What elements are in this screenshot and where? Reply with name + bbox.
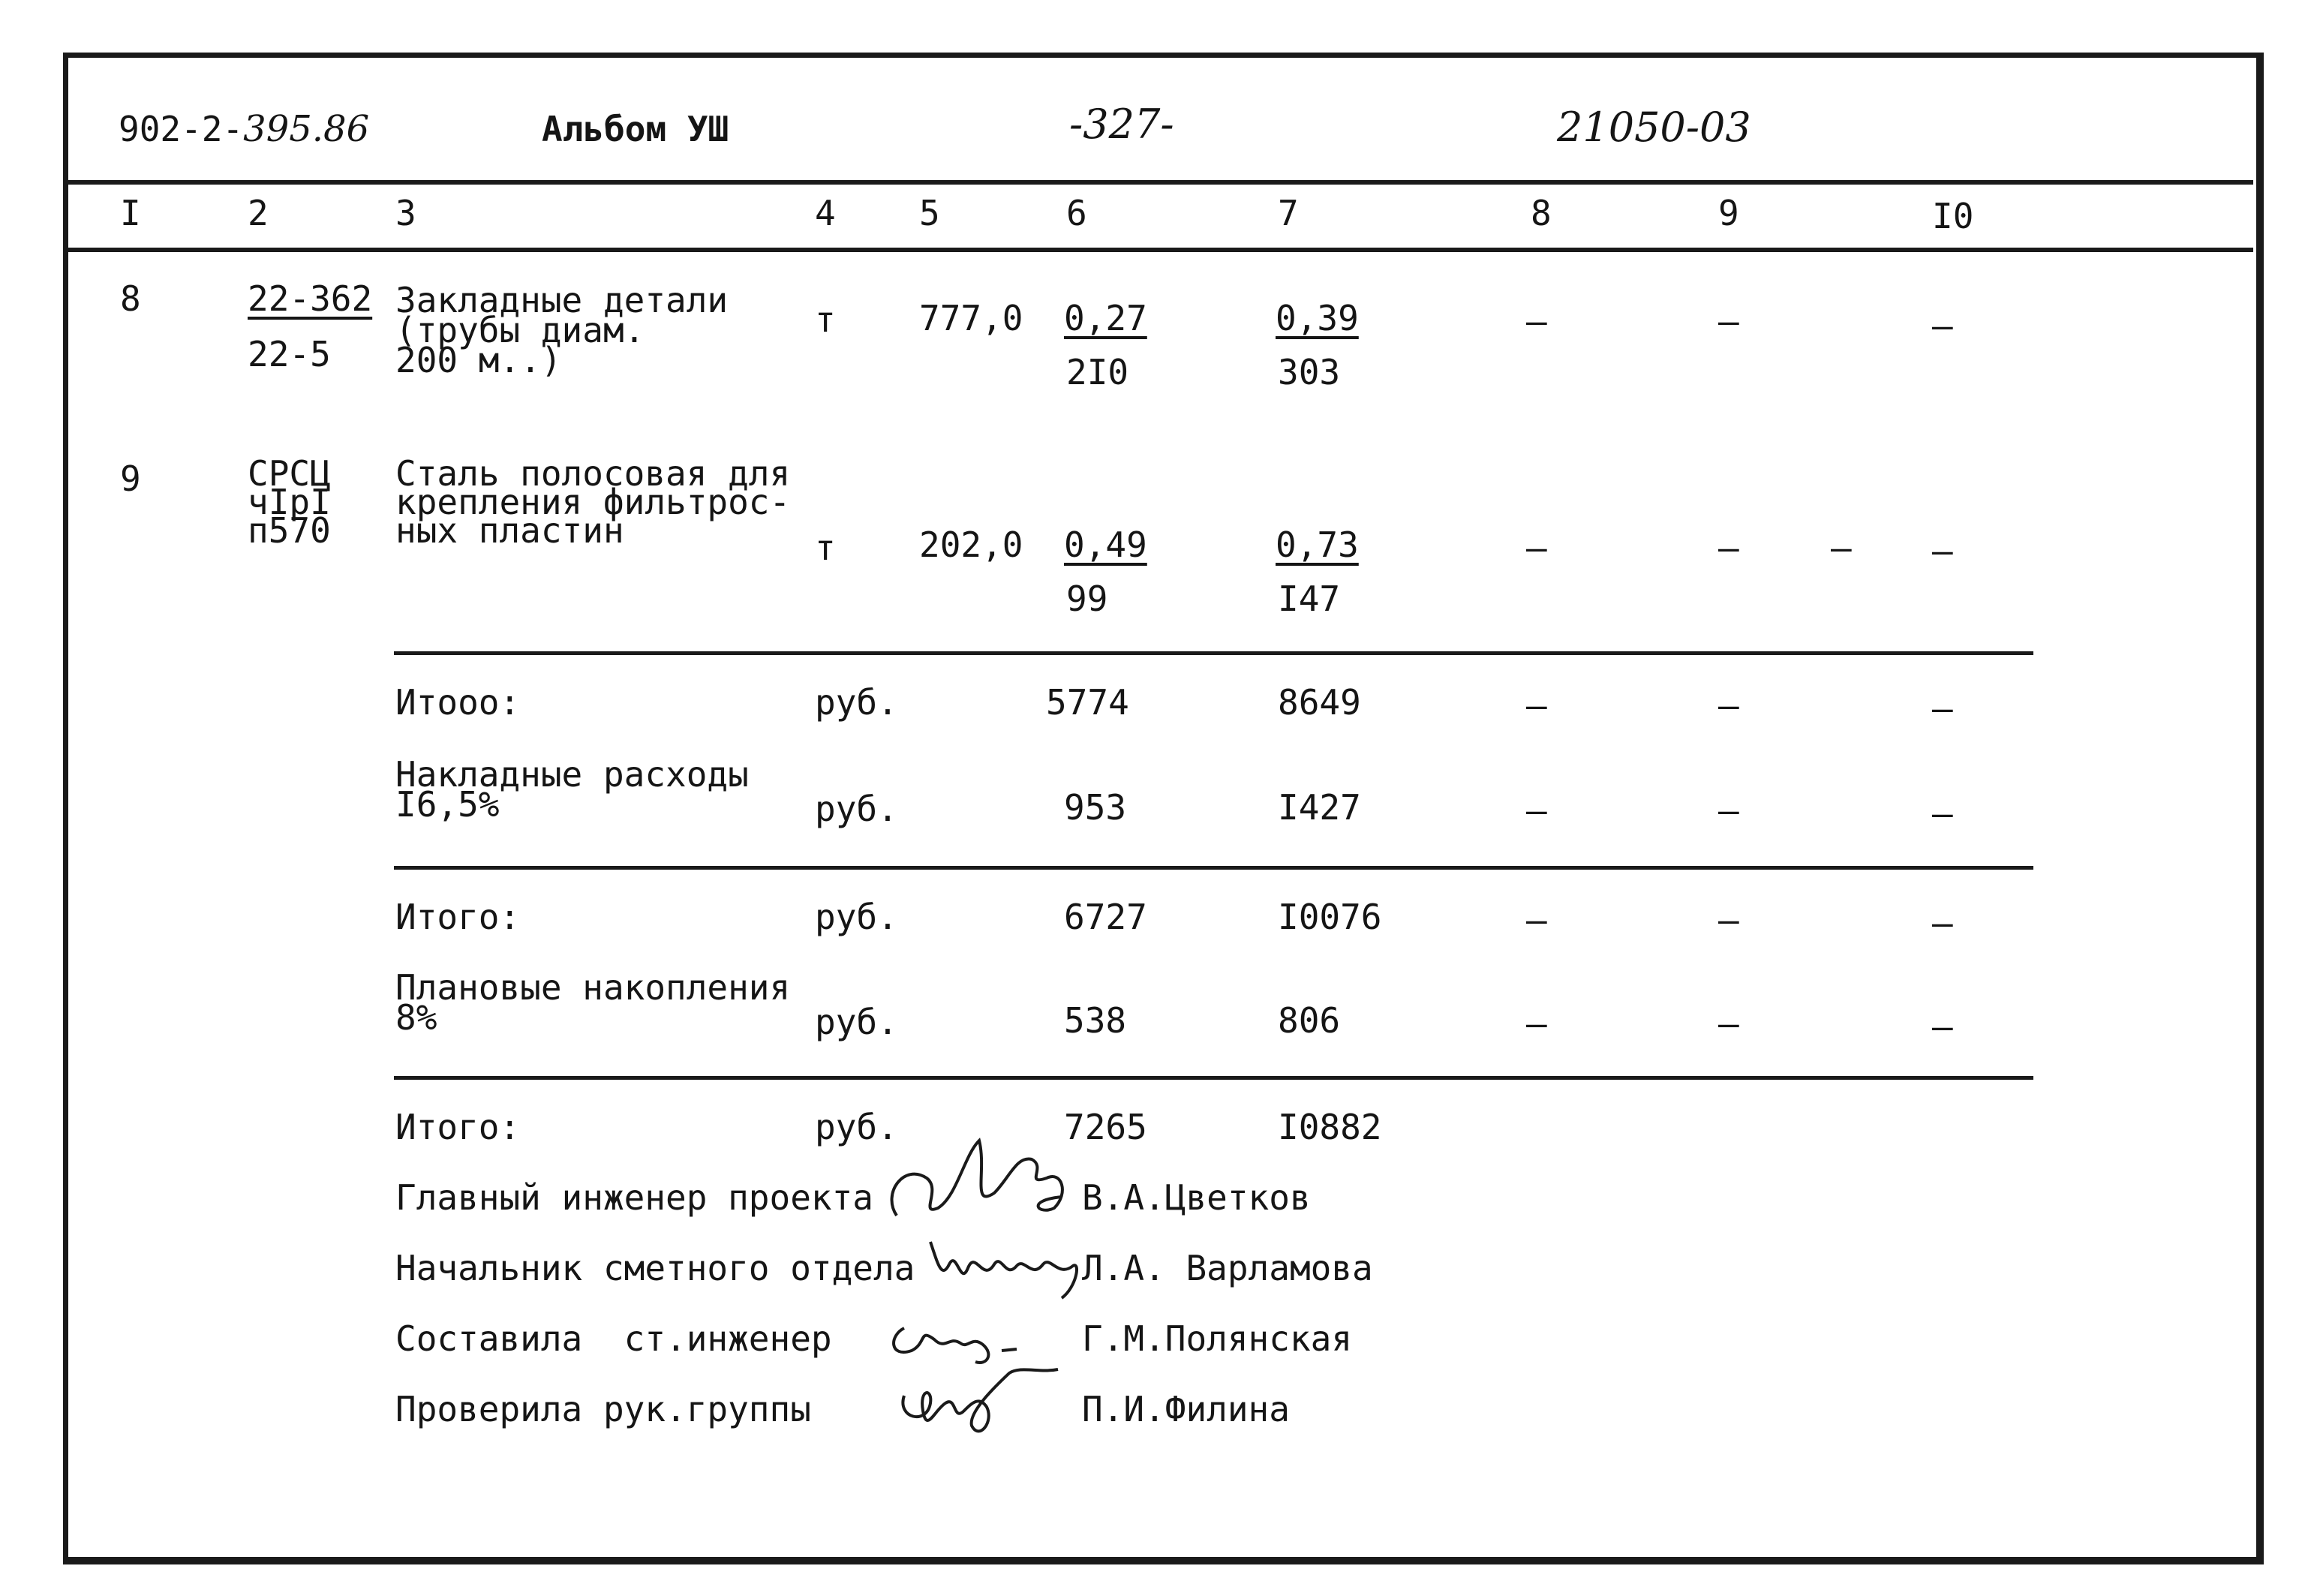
subtotal-rule-3 — [394, 1076, 2033, 1080]
summary5-col7: I0882 — [1278, 1107, 1382, 1147]
summary5-unit: руб. — [815, 1107, 898, 1147]
summary2-col10: – — [1932, 793, 1953, 834]
album-title: Альбом УШ — [542, 109, 729, 149]
doc-code: 902-2-395.86 — [119, 108, 370, 150]
summary4-col7: 806 — [1278, 1000, 1341, 1041]
summary2-unit: руб. — [815, 789, 898, 829]
row8-qty: 777,0 — [919, 298, 1023, 338]
sign-role-estimate-head: Начальник сметного отдела — [395, 1248, 915, 1288]
row8-col7-bottom: 303 — [1278, 352, 1341, 392]
row8-code-bottom: 22-5 — [248, 334, 331, 374]
summary3-unit: руб. — [815, 897, 898, 937]
row9-col8: – — [1526, 527, 1547, 568]
sign-role-checker: Проверила рук.группы — [395, 1389, 811, 1429]
sign-name-checker: П.И.Филина — [1082, 1389, 1290, 1429]
row8-col8: – — [1526, 301, 1547, 341]
row9-col10: – — [1932, 530, 1953, 571]
col-head-1: I — [120, 193, 141, 233]
row9-col6-top: 0,49 — [1064, 524, 1147, 565]
row9-col6-bottom: 99 — [1066, 579, 1108, 619]
summary1-col10: – — [1932, 688, 1953, 729]
summary2-col6: 953 — [1064, 787, 1127, 828]
col-head-8: 8 — [1531, 193, 1552, 233]
doc-number: 21050-03 — [1557, 104, 1751, 151]
row9-qty: 202,0 — [919, 524, 1023, 565]
summary5-col6: 7265 — [1064, 1107, 1147, 1147]
summary1-label: Итооо: — [395, 682, 521, 723]
summary1-col7: 8649 — [1278, 682, 1361, 723]
row9-num: 9 — [120, 458, 141, 499]
row9-col7-top: 0,73 — [1276, 524, 1359, 565]
col-head-7: 7 — [1278, 193, 1299, 233]
summary2-label: Накладные расходы I6,5% — [395, 754, 749, 825]
summary2-col7: I427 — [1278, 787, 1361, 828]
subtotal-rule-1 — [394, 651, 2033, 655]
page-number: -327- — [1069, 101, 1174, 148]
doc-code-handwritten: 395.86 — [243, 108, 370, 150]
summary1-unit: руб. — [815, 682, 898, 723]
summary4-col8: – — [1526, 1003, 1547, 1044]
summary3-col6: 6727 — [1064, 897, 1147, 937]
sign-role-chief-engineer: Главный инженер проекта — [395, 1177, 873, 1218]
summary3-col8: – — [1526, 900, 1547, 940]
summary3-col9: – — [1718, 900, 1739, 940]
summary1-col6: 5774 — [1046, 682, 1129, 723]
row9-col9-extra: – — [1831, 527, 1852, 568]
col-head-9: 9 — [1718, 193, 1739, 233]
summary2-col8: – — [1526, 790, 1547, 831]
subtotal-rule-2 — [394, 866, 2033, 870]
row8-col10: – — [1932, 305, 1953, 346]
summary2-col9: – — [1718, 790, 1739, 831]
signature-checker — [889, 1351, 1069, 1456]
header-rule — [68, 180, 2253, 185]
sign-role-compiler: Составила ст.инженер — [395, 1318, 832, 1359]
col-head-4: 4 — [815, 193, 836, 233]
signature-estimate-head — [923, 1219, 1095, 1309]
row9-unit: т — [815, 527, 836, 568]
sign-name-chief-engineer: В.А.Цветков — [1082, 1177, 1311, 1218]
row8-num: 8 — [120, 278, 141, 319]
row8-col9: – — [1718, 301, 1739, 341]
sign-name-compiler: Г.М.Полянская — [1082, 1318, 1353, 1359]
row8-code-top: 22-362 — [248, 278, 373, 319]
row9-name: Сталь полосовая для крепления фильтрос- ных пластин — [395, 453, 791, 551]
row8-col7-top: 0,39 — [1276, 298, 1359, 338]
summary1-col8: – — [1526, 685, 1547, 726]
summary4-label: Плановые накопления 8% — [395, 967, 791, 1038]
summary3-label: Итого: — [395, 897, 521, 937]
col-head-10: I0 — [1932, 196, 1974, 236]
row8-name: Закладные детали (трубы диам. 200 м..) — [395, 280, 729, 380]
row9-code: СРСЦ чIрI п570 — [248, 453, 331, 551]
summary4-col10: – — [1932, 1006, 1953, 1047]
column-head-rule — [68, 248, 2253, 252]
row9-col7-bottom: I47 — [1278, 579, 1341, 619]
summary1-col9: – — [1718, 685, 1739, 726]
col-head-6: 6 — [1066, 193, 1087, 233]
summary4-unit: руб. — [815, 1002, 898, 1042]
summary3-col10: – — [1932, 903, 1953, 943]
row9-col9: – — [1718, 527, 1739, 568]
col-head-2: 2 — [248, 193, 269, 233]
summary4-col9: – — [1718, 1003, 1739, 1044]
sign-name-estimate-head: Л.А. Варламова — [1082, 1248, 1373, 1288]
col-head-3: 3 — [395, 193, 416, 233]
summary5-label: Итого: — [395, 1107, 521, 1147]
row8-col6-top: 0,27 — [1064, 298, 1147, 338]
summary3-col7: I0076 — [1278, 897, 1382, 937]
summary4-col6: 538 — [1064, 1000, 1127, 1041]
row8-col6-bottom: 2I0 — [1066, 352, 1129, 392]
row8-unit: т — [815, 299, 836, 340]
col-head-5: 5 — [919, 193, 940, 233]
